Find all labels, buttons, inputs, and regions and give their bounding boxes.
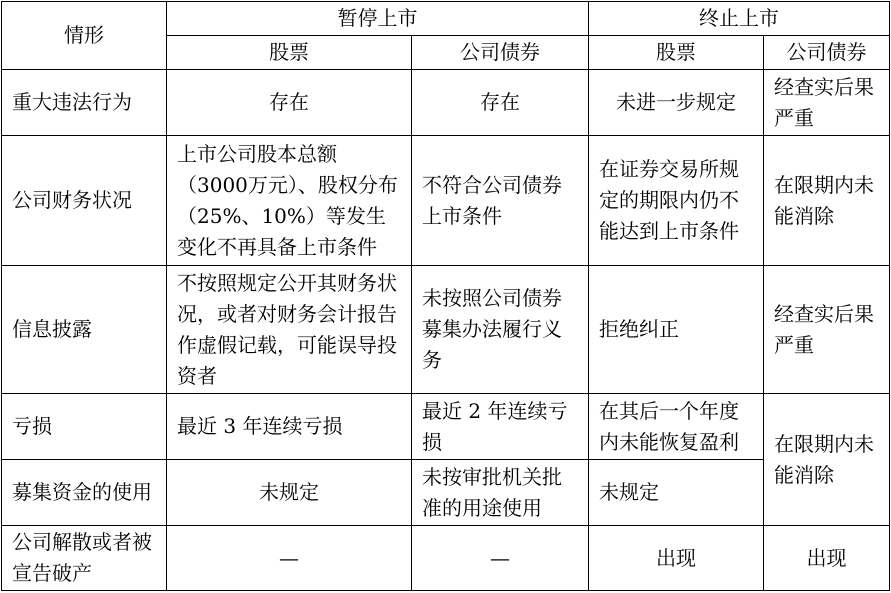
header-suspend-listing: 暂停上市 xyxy=(167,2,589,36)
cell-terminate-stock: 未规定 xyxy=(589,460,764,526)
header-situation: 情形 xyxy=(2,2,167,70)
cell-terminate-bond: 在限期内未能消除 xyxy=(764,136,890,266)
cell-terminate-bond: 出现 xyxy=(764,526,890,591)
table-row xyxy=(2,460,890,526)
cell-suspend-bond: 未按照公司债券募集办法履行义务 xyxy=(412,266,589,394)
header-terminate-stock: 股票 xyxy=(589,36,764,70)
cell-suspend-bond: 未按审批机关批准的用途使用 xyxy=(412,460,589,526)
cell-terminate-stock: 在其后一个年度内未能恢复盈利 xyxy=(589,394,764,460)
table-row xyxy=(2,136,890,266)
header-row-top xyxy=(2,2,890,36)
header-suspend-stock: 股票 xyxy=(167,36,412,70)
header-suspend-bond: 公司债券 xyxy=(412,36,589,70)
cell-suspend-bond: 存在 xyxy=(412,70,589,136)
cell-suspend-stock: 最近 3 年连续亏损 xyxy=(167,394,412,460)
table-row xyxy=(2,70,890,136)
listing-rules-table xyxy=(1,1,890,591)
cell-terminate-bond: 经查实后果严重 xyxy=(764,70,890,136)
cell-terminate-stock: 拒绝纠正 xyxy=(589,266,764,394)
cell-suspend-stock: 未规定 xyxy=(167,460,412,526)
cell-suspend-bond: 最近 2 年连续亏损 xyxy=(412,394,589,460)
cell-suspend-bond: 不符合公司债券上市条件 xyxy=(412,136,589,266)
cell-suspend-stock: — xyxy=(167,526,412,591)
header-terminate-bond: 公司债券 xyxy=(764,36,890,70)
row-label: 募集资金的使用 xyxy=(2,460,167,526)
table-row xyxy=(2,526,890,591)
row-label: 亏损 xyxy=(2,394,167,460)
row-label: 重大违法行为 xyxy=(2,70,167,136)
cell-suspend-bond: — xyxy=(412,526,589,591)
header-terminate-listing: 终止上市 xyxy=(589,2,890,36)
cell-terminate-stock: 在证券交易所规定的期限内仍不能达到上市条件 xyxy=(589,136,764,266)
cell-suspend-stock: 不按照规定公开其财务状况，或者对财务会计报告作虚假记载，可能误导投资者 xyxy=(167,266,412,394)
row-label: 信息披露 xyxy=(2,266,167,394)
cell-terminate-bond: 经查实后果严重 xyxy=(764,266,890,394)
cell-suspend-stock: 上市公司股本总额（3000万元）、股权分布（25%、10%）等发生变化不再具备上市条件 xyxy=(167,136,412,266)
table-row xyxy=(2,266,890,394)
cell-terminate-stock: 出现 xyxy=(589,526,764,591)
cell-terminate-bond: 在限期内未能消除 xyxy=(764,394,890,526)
table-row xyxy=(2,394,890,460)
cell-suspend-stock: 存在 xyxy=(167,70,412,136)
cell-terminate-stock: 未进一步规定 xyxy=(589,70,764,136)
row-label: 公司解散或者被宣告破产 xyxy=(2,526,167,591)
row-label: 公司财务状况 xyxy=(2,136,167,266)
